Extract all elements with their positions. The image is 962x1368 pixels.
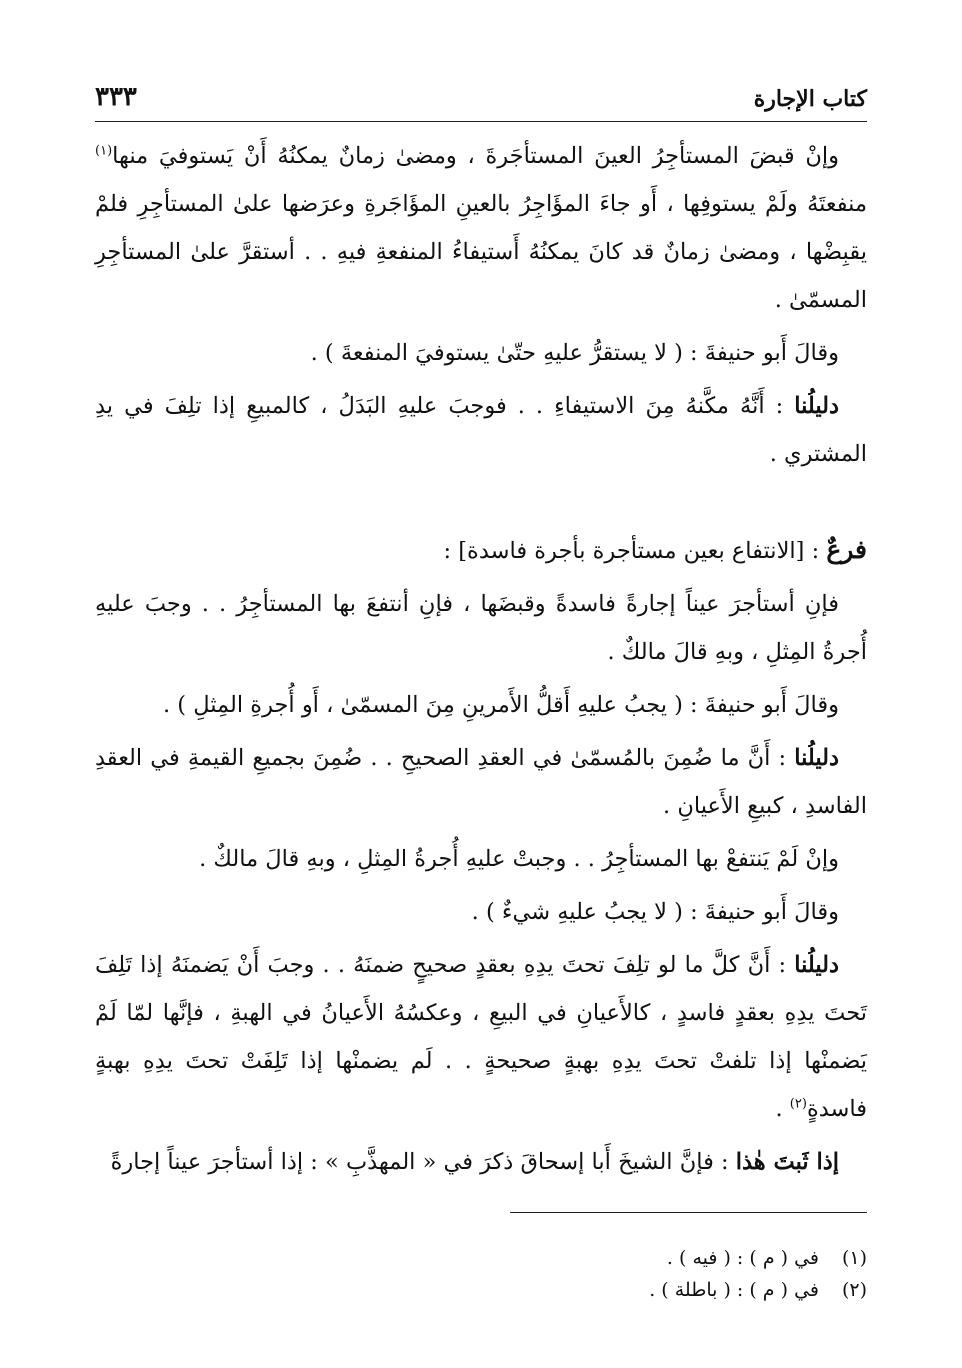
keyword-far: فرعٌ <box>826 535 867 564</box>
running-title: كتاب الإجارة <box>753 86 867 112</box>
paragraph-9: وقالَ أَبو حنيفةَ : ( لا يجبُ عليهِ شيءٌ ) . <box>471 899 839 925</box>
footnotes <box>95 1242 867 1306</box>
paragraph-2: وقالَ أَبو حنيفةَ : ( لا يستقرُّ عليهِ حتّىٰ يستوفيَ المنفعةَ ) . <box>310 340 839 366</box>
branch-heading: فرعٌ : [الانتفاع بعين مستأجرة بأجرة فاسدة] : <box>443 535 867 564</box>
paragraph-3: دليلُنا : أَنَّهُ مكَّنهُ مِنَ الاستيفاءِ . . فوجبَ عليهِ البَدَلُ ، كالمبيعِ إذا تلِفَ في يدِ المشتري . <box>95 393 867 467</box>
paragraph-6: وقالَ أَبو حنيفةَ : ( يجبُ عليهِ أَقلُّ الأَمرينِ مِنَ المسمّىٰ ، أَو أُجرةِ المِثلِ ) . <box>162 692 839 718</box>
footnote-divider <box>510 1212 867 1213</box>
paragraph-11: إذا ثَبتَ هٰذا : فإنَّ الشيخَ أَبا إسحاقَ ذكرَ في « المهذَّبِ » : إذا أستأجرَ عيناً إجارةً <box>110 1149 839 1175</box>
footnote-number: (٢) <box>841 1279 867 1301</box>
page-header <box>95 80 867 120</box>
keyword-dalilna: دليلُنا <box>794 393 839 419</box>
main-text <box>95 132 867 1191</box>
footnote-ref-2: (٢) <box>789 1096 807 1112</box>
footnote-2 <box>95 1274 867 1306</box>
keyword-dalilna: دليلُنا <box>794 745 839 771</box>
footnote-text: في ( م ) : ( باطلة ) . <box>649 1279 819 1301</box>
paragraph-10: دليلُنا : أَنَّ كلَّ ما لو تلِفَ تحتَ يدِهِ بعقدٍ صحيحٍ ضمنَهُ . . وجبَ أَنْ يَضمنَهُ إذا تَلِفَ تَحتَ يدِهِ بعقدٍ فاسدٍ ، كالأَعيانِ في البيعِ ، وعكسُهُ الأَعيانُ في الهبةِ ، فإنَّها لمّا لَمْ يَضمنْها إذا تلفتْ تحتَ يدِهِ بهبةٍ صحيحةٍ . . لَم يضمنْها إذا تَلِفَتْ تحتَ يدِهِ بهبةٍ فاسدةٍ$^{(٢)}$ . <box>95 952 867 1122</box>
footnote-text: في ( م ) : ( فيه ) . <box>666 1247 819 1269</box>
keyword-dalilna: دليلُنا <box>794 952 839 978</box>
paragraph-5: فإنِ أستأجرَ عيناً إجارةً فاسدةً وقبضَها ، فإنِ أنتفعَ بها المستأجِرُ . . وجبَ عليهِ أُجرةُ المِثلِ ، وبهِ قالَ مالكٌ . <box>95 591 867 665</box>
paragraph-8: وإنْ لَمْ يَنتفعْ بها المستأجِرُ . . وجبتْ عليهِ أُجرةُ المِثلِ ، وبهِ قالَ مالكٌ . <box>199 846 839 872</box>
paragraph-1: وإنْ قبضَ المستأجِرُ العينَ المستأجَرةَ ، ومضىٰ زمانٌ يمكنُهُ أَنْ يَستوفيَ منها$^{(١)}$ منفعتَهُ ولَمْ يستوفِها ، أَو جاءَ المؤَاجِرُ بالعينِ المؤَاجَرةِ وعرَضها علىٰ المستأجِرِ فلمْ يقبِضْها ، ومضىٰ زمانٌ قد كانَ يمكنُهُ أَستيفاءُ المنفعةِ فيهِ . . أستقرَّ علىٰ المستأجِرِ المسمّىٰ . <box>95 143 867 313</box>
keyword-idha-thabata: إذا ثَبتَ هٰذا <box>735 1149 839 1175</box>
header-divider <box>95 121 867 122</box>
footnote-1 <box>95 1242 867 1274</box>
paragraph-7: دليلُنا : أَنَّ ما ضُمِنَ بالمُسمّىٰ في العقدِ الصحيحِ . . ضُمِنَ بجميعِ القيمةِ في العقدِ الفاسدِ ، كبيعِ الأَعيانِ . <box>95 745 867 819</box>
footnote-number: (١) <box>841 1247 867 1269</box>
footnote-ref-1: (١) <box>95 143 113 159</box>
page-number: ٣٣٣ <box>95 82 137 112</box>
